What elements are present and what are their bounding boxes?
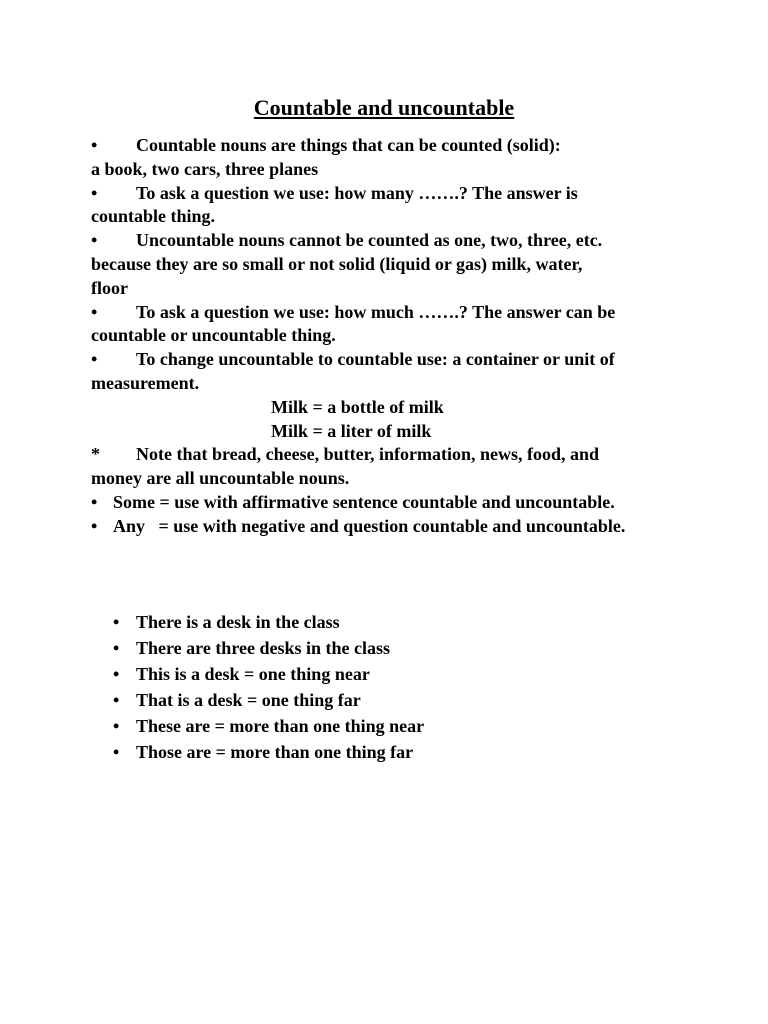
list-item-text: That is a desk = one thing far [136, 690, 361, 710]
list-item [113, 609, 613, 635]
milk-example-bottle: Milk = a bottle of milk [271, 396, 444, 417]
asterisk-marker: * [91, 444, 100, 465]
bullet-icon: • [113, 612, 120, 632]
paragraph-text: To ask a question we use: how many …….? The answer is [136, 182, 578, 203]
bullet-icon: • [113, 690, 120, 710]
list-item [113, 635, 613, 661]
bullet-marker: • [91, 182, 98, 203]
bullet-marker: • [91, 349, 98, 370]
paragraph-text-continuation: countable or uncountable thing. [91, 325, 336, 346]
list-item [113, 713, 613, 739]
list-item-text: These are = more than one thing near [136, 716, 425, 736]
list-item-text: Those are = more than one thing far [136, 742, 414, 762]
bullet-marker: • [91, 301, 98, 322]
list-item-text: Any = use with negative and question countable and uncountable. [113, 515, 626, 536]
paragraph-how-much [91, 301, 691, 349]
paragraph-how-many [91, 182, 691, 230]
list-item-some [91, 491, 691, 515]
list-item [113, 661, 613, 687]
demonstrative-examples-list [113, 609, 613, 765]
paragraph-text-continuation: measurement. [91, 372, 200, 393]
paragraph-change-to-countable [91, 348, 691, 396]
notes-body [91, 134, 691, 491]
list-item-any [91, 515, 691, 539]
bullet-marker: • [91, 135, 98, 155]
paragraph-text-continuation: money are all uncountable nouns. [91, 468, 350, 489]
list-item [113, 687, 613, 713]
list-item-text: This is a desk = one thing near [136, 664, 370, 684]
bullet-icon: • [113, 742, 120, 762]
paragraph-countable-definition [91, 134, 691, 182]
paragraph-text: Countable nouns are things that can be counted (solid): [136, 135, 561, 155]
bullet-marker: • [91, 230, 98, 251]
paragraph-text-continuation: a book, two cars, three planes [91, 158, 319, 179]
bullet-icon: • [91, 492, 98, 512]
list-item-text: There is a desk in the class [136, 612, 340, 632]
list-item-text: Some = use with affirmative sentence countable and uncountable. [113, 492, 615, 512]
bullet-icon: • [113, 664, 120, 684]
paragraph-text: Uncountable nouns cannot be counted as one, two, three, etc. [136, 230, 603, 251]
paragraph-text-continuation: floor [91, 277, 128, 298]
list-item-text: There are three desks in the class [136, 638, 390, 658]
paragraph-text-continuation: countable thing. [91, 206, 216, 227]
list-item [113, 739, 613, 765]
paragraph-text-continuation: because they are so small or not solid (liquid or gas) milk, water, [91, 253, 583, 274]
paragraph-uncountable-definition [91, 229, 691, 300]
bullet-icon: • [113, 716, 120, 736]
bullet-icon: • [113, 638, 120, 658]
milk-example-liter: Milk = a liter of milk [271, 420, 432, 441]
document-title: Countable and uncountable [253, 95, 515, 120]
paragraph-note [91, 443, 691, 491]
paragraph-text: To ask a question we use: how much …….? The answer can be [136, 301, 616, 322]
some-any-list [91, 491, 691, 539]
paragraph-text: Note that bread, cheese, butter, information, news, food, and [136, 444, 599, 465]
paragraph-text: To change uncountable to countable use: a container or unit of [136, 349, 615, 370]
bullet-icon: • [91, 515, 98, 536]
